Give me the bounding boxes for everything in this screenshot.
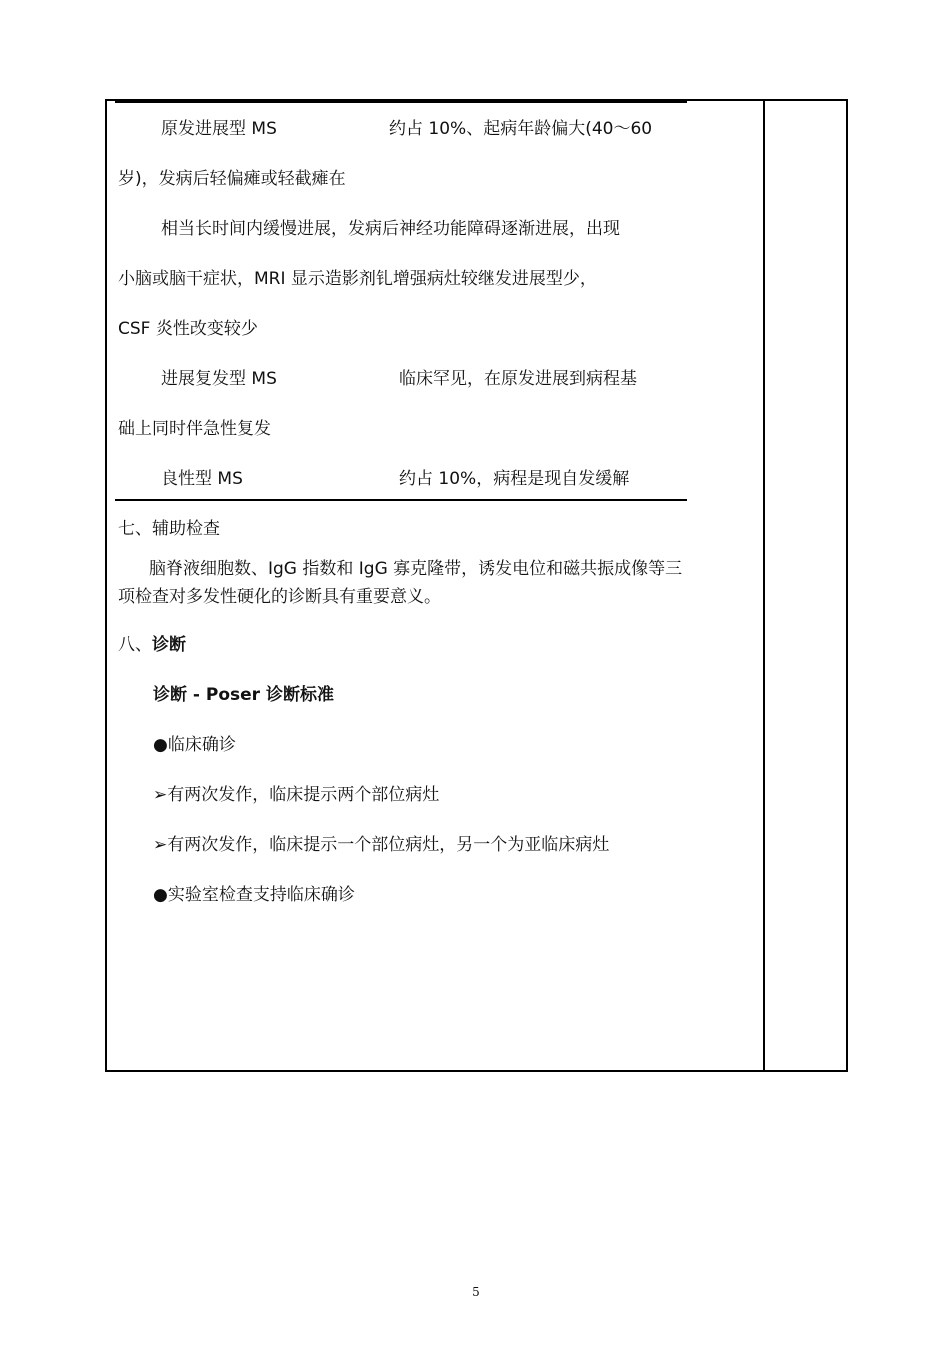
criteria-item: ●临床确诊 bbox=[153, 735, 236, 755]
section-8-title: 诊断 bbox=[152, 635, 186, 655]
page-number: 5 bbox=[472, 1285, 480, 1299]
section-7-paragraph: 脑脊液细胞数、IgG 指数和 IgG 寡克隆带，诱发电位和磁共振成像等三 bbox=[149, 559, 683, 579]
criteria-item: ➢有两次发作，临床提示两个部位病灶 bbox=[153, 785, 440, 805]
type-desc-progressive-relapsing-cont: 础上同时伴急性复发 bbox=[118, 419, 271, 439]
type-name-primary-progressive: 原发进展型 MS bbox=[161, 119, 277, 139]
content-table bbox=[105, 99, 848, 1072]
criteria-item: ●实验室检查支持临床确诊 bbox=[153, 885, 355, 905]
table-bottom-rule bbox=[115, 499, 687, 501]
type-desc-primary-progressive-cont: CSF 炎性改变较少 bbox=[118, 319, 258, 339]
type-desc-primary-progressive-cont: 小脑或脑干症状，MRI 显示造影剂钆增强病灶较继发进展型少， bbox=[118, 269, 597, 289]
section-7-paragraph-cont: 项检查对多发性硬化的诊断具有重要意义。 bbox=[118, 587, 441, 607]
section-7-heading: 七、辅助检查 bbox=[118, 519, 220, 539]
table-top-rule bbox=[115, 101, 687, 103]
column-divider bbox=[763, 101, 765, 1070]
type-name-progressive-relapsing: 进展复发型 MS bbox=[161, 369, 277, 389]
type-desc-primary-progressive: 约占 10%、起病年龄偏大(40～60 bbox=[389, 119, 653, 139]
criteria-item: ➢有两次发作，临床提示一个部位病灶，另一个为亚临床病灶 bbox=[153, 835, 610, 855]
type-desc-progressive-relapsing: 临床罕见，在原发进展到病程基 bbox=[399, 369, 637, 389]
section-8-prefix: 八、 bbox=[118, 635, 152, 655]
type-desc-primary-progressive-cont: 岁)，发病后轻偏瘫或轻截瘫在 bbox=[118, 169, 346, 189]
section-8-heading bbox=[118, 634, 186, 656]
section-8-subheading: 诊断 - Poser 诊断标准 bbox=[153, 685, 334, 705]
type-desc-benign: 约占 10%，病程是现自发缓解 bbox=[399, 469, 630, 489]
type-desc-primary-progressive-cont: 相当长时间内缓慢进展，发病后神经功能障碍逐渐进展，出现 bbox=[161, 219, 620, 239]
type-name-benign: 良性型 MS bbox=[161, 469, 243, 489]
